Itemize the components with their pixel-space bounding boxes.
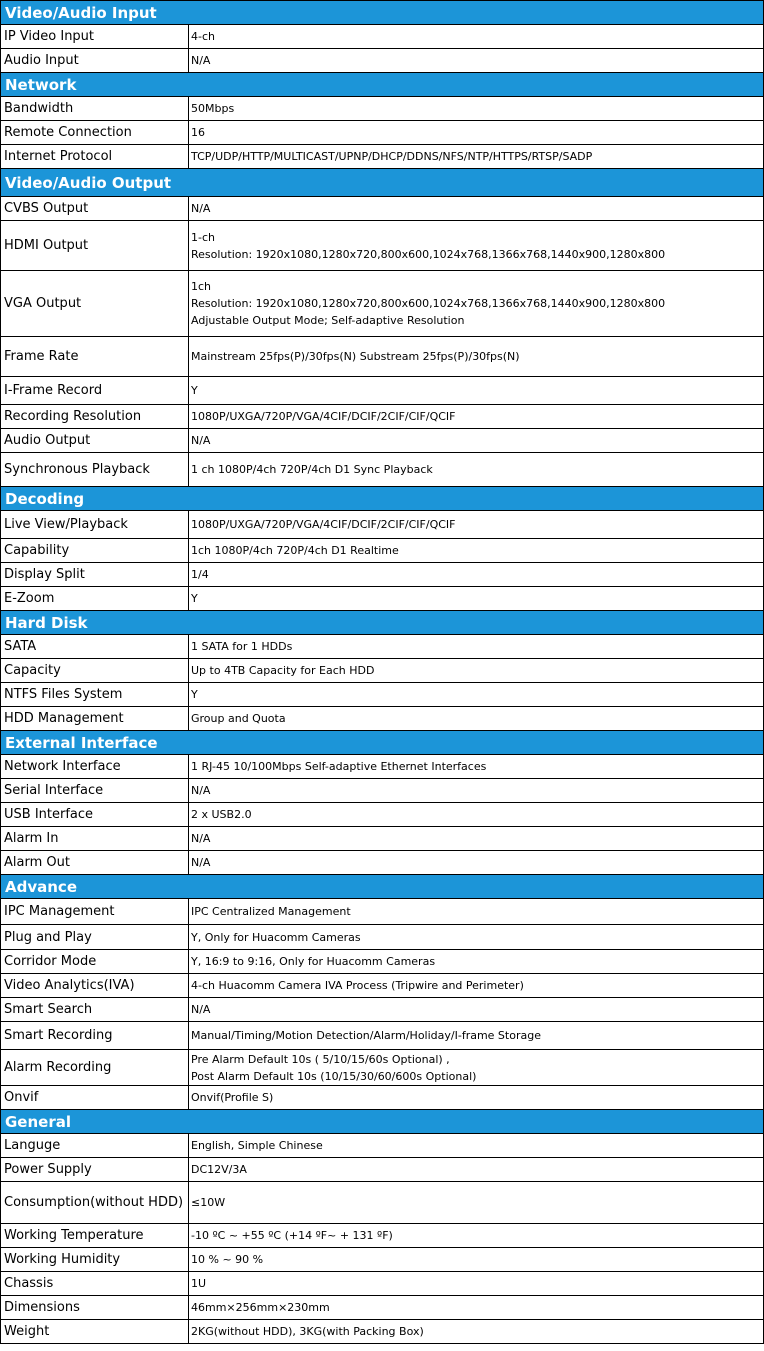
spec-value-line: IPC Centralized Management — [191, 905, 351, 918]
spec-label: Onvif — [1, 1086, 189, 1110]
spec-value-line: N/A — [191, 202, 211, 215]
spec-label: Smart Recording — [1, 1022, 189, 1050]
spec-row-corridor-mode — [1, 950, 764, 974]
spec-value — [189, 1158, 764, 1182]
spec-label: E-Zoom — [1, 587, 189, 611]
spec-row-usb-interface — [1, 803, 764, 827]
spec-row-remote-connection — [1, 121, 764, 145]
spec-value — [189, 587, 764, 611]
section-header-decoding — [1, 487, 764, 511]
spec-value-line: 1 SATA for 1 HDDs — [191, 640, 293, 653]
section-header-video-audio-input — [1, 1, 764, 25]
spec-value — [189, 950, 764, 974]
section-title: Decoding — [1, 487, 764, 511]
section-header-general — [1, 1110, 764, 1134]
spec-value — [189, 974, 764, 998]
spec-label: Weight — [1, 1320, 189, 1344]
spec-value-line: 4-ch Huacomm Camera IVA Process (Tripwire and Perimeter) — [191, 979, 524, 992]
spec-value — [189, 1272, 764, 1296]
spec-label: Audio Output — [1, 429, 189, 453]
spec-value — [189, 1086, 764, 1110]
spec-value-line: 1ch 1080P/4ch 720P/4ch D1 Realtime — [191, 544, 399, 557]
spec-value — [189, 221, 764, 271]
spec-row-serial-interface — [1, 779, 764, 803]
spec-value-line: ≤10W — [191, 1196, 226, 1209]
spec-value — [189, 707, 764, 731]
spec-value — [189, 1182, 764, 1224]
spec-value-line: Y — [191, 688, 198, 701]
spec-value — [189, 97, 764, 121]
section-header-network — [1, 73, 764, 97]
spec-value — [189, 683, 764, 707]
spec-row-audio-output — [1, 429, 764, 453]
spec-row-display-split — [1, 563, 764, 587]
spec-value-line: 1 RJ-45 10/100Mbps Self-adaptive Ethernet Interfaces — [191, 760, 487, 773]
spec-label: Video Analytics(IVA) — [1, 974, 189, 998]
spec-value — [189, 563, 764, 587]
spec-row-dimensions — [1, 1296, 764, 1320]
spec-label: Display Split — [1, 563, 189, 587]
spec-value — [189, 1050, 764, 1086]
spec-value — [189, 1320, 764, 1344]
spec-row-ipc-management — [1, 899, 764, 925]
spec-label: Chassis — [1, 1272, 189, 1296]
spec-value — [189, 337, 764, 377]
spec-row-consumption-without-hdd — [1, 1182, 764, 1224]
spec-value-line: Y, 16:9 to 9:16, Only for Huacomm Cameras — [191, 955, 436, 968]
spec-label: I-Frame Record — [1, 377, 189, 405]
spec-label: Live View/Playback — [1, 511, 189, 539]
spec-value — [189, 271, 764, 337]
spec-value-line: N/A — [191, 54, 211, 67]
spec-row-alarm-recording — [1, 1050, 764, 1086]
spec-label: Alarm In — [1, 827, 189, 851]
spec-value — [189, 827, 764, 851]
spec-value-line: N/A — [191, 1003, 211, 1016]
spec-row-recording-resolution — [1, 405, 764, 429]
spec-value-line: 16 — [191, 126, 205, 139]
spec-value — [189, 779, 764, 803]
spec-label: VGA Output — [1, 271, 189, 337]
spec-row-cvbs-output — [1, 197, 764, 221]
spec-label: Consumption(without HDD) — [1, 1182, 189, 1224]
spec-label: Capability — [1, 539, 189, 563]
spec-label: Recording Resolution — [1, 405, 189, 429]
spec-label: Internet Protocol — [1, 145, 189, 169]
spec-label: Corridor Mode — [1, 950, 189, 974]
spec-label: Plug and Play — [1, 925, 189, 950]
spec-value — [189, 899, 764, 925]
section-title: Advance — [1, 875, 764, 899]
spec-value-line: 2KG(without HDD), 3KG(with Packing Box) — [191, 1325, 424, 1338]
spec-value-line: N/A — [191, 832, 211, 845]
spec-value — [189, 121, 764, 145]
spec-row-hdd-management — [1, 707, 764, 731]
spec-value — [189, 429, 764, 453]
spec-label: Frame Rate — [1, 337, 189, 377]
spec-value-line: Group and Quota — [191, 712, 286, 725]
spec-value-line: 4-ch — [191, 30, 215, 43]
spec-label: HDD Management — [1, 707, 189, 731]
spec-value — [189, 405, 764, 429]
spec-value-line: Up to 4TB Capacity for Each HDD — [191, 664, 375, 677]
spec-row-power-supply — [1, 1158, 764, 1182]
spec-row-ip-video-input — [1, 25, 764, 49]
spec-value — [189, 1022, 764, 1050]
spec-row-bandwidth — [1, 97, 764, 121]
spec-label: Languge — [1, 1134, 189, 1158]
section-title: External Interface — [1, 731, 764, 755]
spec-row-network-interface — [1, 755, 764, 779]
spec-value-line: Pre Alarm Default 10s ( 5/10/15/60s Optional) , — [191, 1052, 450, 1066]
section-header-advance — [1, 875, 764, 899]
spec-label: Dimensions — [1, 1296, 189, 1320]
spec-value — [189, 1134, 764, 1158]
spec-row-working-humidity — [1, 1248, 764, 1272]
spec-label: Power Supply — [1, 1158, 189, 1182]
section-header-hard-disk — [1, 611, 764, 635]
spec-value-line: Mainstream 25fps(P)/30fps(N) Substream 25fps(P)/30fps(N) — [191, 350, 520, 363]
spec-label: Capacity — [1, 659, 189, 683]
spec-value — [189, 755, 764, 779]
spec-value-line: Adjustable Output Mode; Self-adaptive Resolution — [191, 314, 465, 327]
spec-row-smart-recording — [1, 1022, 764, 1050]
spec-row-weight — [1, 1320, 764, 1344]
spec-value-line: Resolution: 1920x1080,1280x720,800x600,1024x768,1366x768,1440x900,1280x800 — [191, 297, 666, 310]
spec-label: HDMI Output — [1, 221, 189, 271]
spec-value-line: 2 x USB2.0 — [191, 808, 252, 821]
spec-row-hdmi-output — [1, 221, 764, 271]
spec-value — [189, 1296, 764, 1320]
spec-value-line: -10 ºC ~ +55 ºC (+14 ºF~ + 131 ºF) — [191, 1229, 393, 1242]
spec-value-line: Resolution: 1920x1080,1280x720,800x600,1024x768,1366x768,1440x900,1280x800 — [191, 247, 666, 261]
spec-value — [189, 803, 764, 827]
spec-value-line: 1080P/UXGA/720P/VGA/4CIF/DCIF/2CIF/CIF/QCIF — [191, 410, 456, 423]
spec-value-line: N/A — [191, 434, 211, 447]
spec-value-line: Post Alarm Default 10s (10/15/30/60/600s Optional) — [191, 1069, 477, 1083]
spec-label: Smart Search — [1, 998, 189, 1022]
spec-label: Audio Input — [1, 49, 189, 73]
section-header-external-interface — [1, 731, 764, 755]
spec-label: SATA — [1, 635, 189, 659]
spec-value-line: 1 ch 1080P/4ch 720P/4ch D1 Sync Playback — [191, 463, 433, 476]
spec-label: Alarm Recording — [1, 1050, 189, 1086]
spec-value-line: N/A — [191, 856, 211, 869]
spec-value — [189, 925, 764, 950]
spec-value-line: 1U — [191, 1277, 207, 1290]
spec-label: IP Video Input — [1, 25, 189, 49]
spec-label: Synchronous Playback — [1, 453, 189, 487]
spec-value-line: English, Simple Chinese — [191, 1139, 323, 1152]
spec-row-alarm-out — [1, 851, 764, 875]
spec-row-internet-protocol — [1, 145, 764, 169]
spec-label: IPC Management — [1, 899, 189, 925]
spec-label: Network Interface — [1, 755, 189, 779]
spec-label: Working Temperature — [1, 1224, 189, 1248]
spec-row-languge — [1, 1134, 764, 1158]
spec-value — [189, 539, 764, 563]
spec-row-sata — [1, 635, 764, 659]
spec-value-line: TCP/UDP/HTTP/MULTICAST/UPNP/DHCP/DDNS/NFS/NTP/HTTPS/RTSP/SADP — [191, 150, 593, 163]
spec-value-line: DC12V/3A — [191, 1163, 247, 1176]
spec-row-synchronous-playback — [1, 453, 764, 487]
spec-row-ntfs-files-system — [1, 683, 764, 707]
spec-label: NTFS Files System — [1, 683, 189, 707]
spec-row-audio-input — [1, 49, 764, 73]
spec-value-line: 50Mbps — [191, 102, 235, 115]
spec-value — [189, 998, 764, 1022]
spec-row-e-zoom — [1, 587, 764, 611]
spec-value-line: 10 % ~ 90 % — [191, 1253, 264, 1266]
spec-label: CVBS Output — [1, 197, 189, 221]
spec-row-chassis — [1, 1272, 764, 1296]
spec-value — [189, 49, 764, 73]
spec-label: USB Interface — [1, 803, 189, 827]
spec-value — [189, 851, 764, 875]
spec-value — [189, 453, 764, 487]
section-title: Hard Disk — [1, 611, 764, 635]
spec-row-working-temperature — [1, 1224, 764, 1248]
spec-row-vga-output — [1, 271, 764, 337]
spec-value — [189, 377, 764, 405]
spec-value — [189, 659, 764, 683]
spec-value-line: Y — [191, 592, 198, 605]
spec-value-line: Manual/Timing/Motion Detection/Alarm/Holiday/I-frame Storage — [191, 1029, 541, 1042]
spec-value-line: 1/4 — [191, 568, 209, 581]
spec-label: Bandwidth — [1, 97, 189, 121]
spec-value-line: Y, Only for Huacomm Cameras — [191, 930, 361, 944]
spec-value — [189, 1248, 764, 1272]
spec-value-line: Y — [191, 384, 198, 397]
spec-value — [189, 511, 764, 539]
spec-row-capability — [1, 539, 764, 563]
section-title: Network — [1, 73, 764, 97]
spec-value-line: 46mm×256mm×230mm — [191, 1301, 330, 1314]
spec-row-capacity — [1, 659, 764, 683]
spec-value — [189, 1224, 764, 1248]
spec-row-onvif — [1, 1086, 764, 1110]
section-header-video-audio-output — [1, 169, 764, 197]
spec-value-line: N/A — [191, 784, 211, 797]
spec-label: Remote Connection — [1, 121, 189, 145]
section-title: Video/Audio Input — [1, 1, 764, 25]
spec-row-video-analytics-iva — [1, 974, 764, 998]
spec-row-smart-search — [1, 998, 764, 1022]
spec-value — [189, 635, 764, 659]
spec-value — [189, 25, 764, 49]
spec-value — [189, 145, 764, 169]
spec-row-live-view-playback — [1, 511, 764, 539]
section-title: General — [1, 1110, 764, 1134]
spec-value-line: 1-ch — [191, 230, 215, 244]
spec-value — [189, 197, 764, 221]
spec-label: Serial Interface — [1, 779, 189, 803]
section-title: Video/Audio Output — [1, 169, 764, 197]
spec-value-line: Onvif(Profile S) — [191, 1091, 274, 1104]
spec-row-alarm-in — [1, 827, 764, 851]
spec-row-i-frame-record — [1, 377, 764, 405]
spec-label: Alarm Out — [1, 851, 189, 875]
spec-table-body — [1, 1, 764, 1344]
spec-row-plug-and-play — [1, 925, 764, 950]
spec-value-line: 1080P/UXGA/720P/VGA/4CIF/DCIF/2CIF/CIF/QCIF — [191, 518, 456, 531]
spec-row-frame-rate — [1, 337, 764, 377]
spec-value-line: 1ch — [191, 280, 212, 293]
spec-label: Working Humidity — [1, 1248, 189, 1272]
